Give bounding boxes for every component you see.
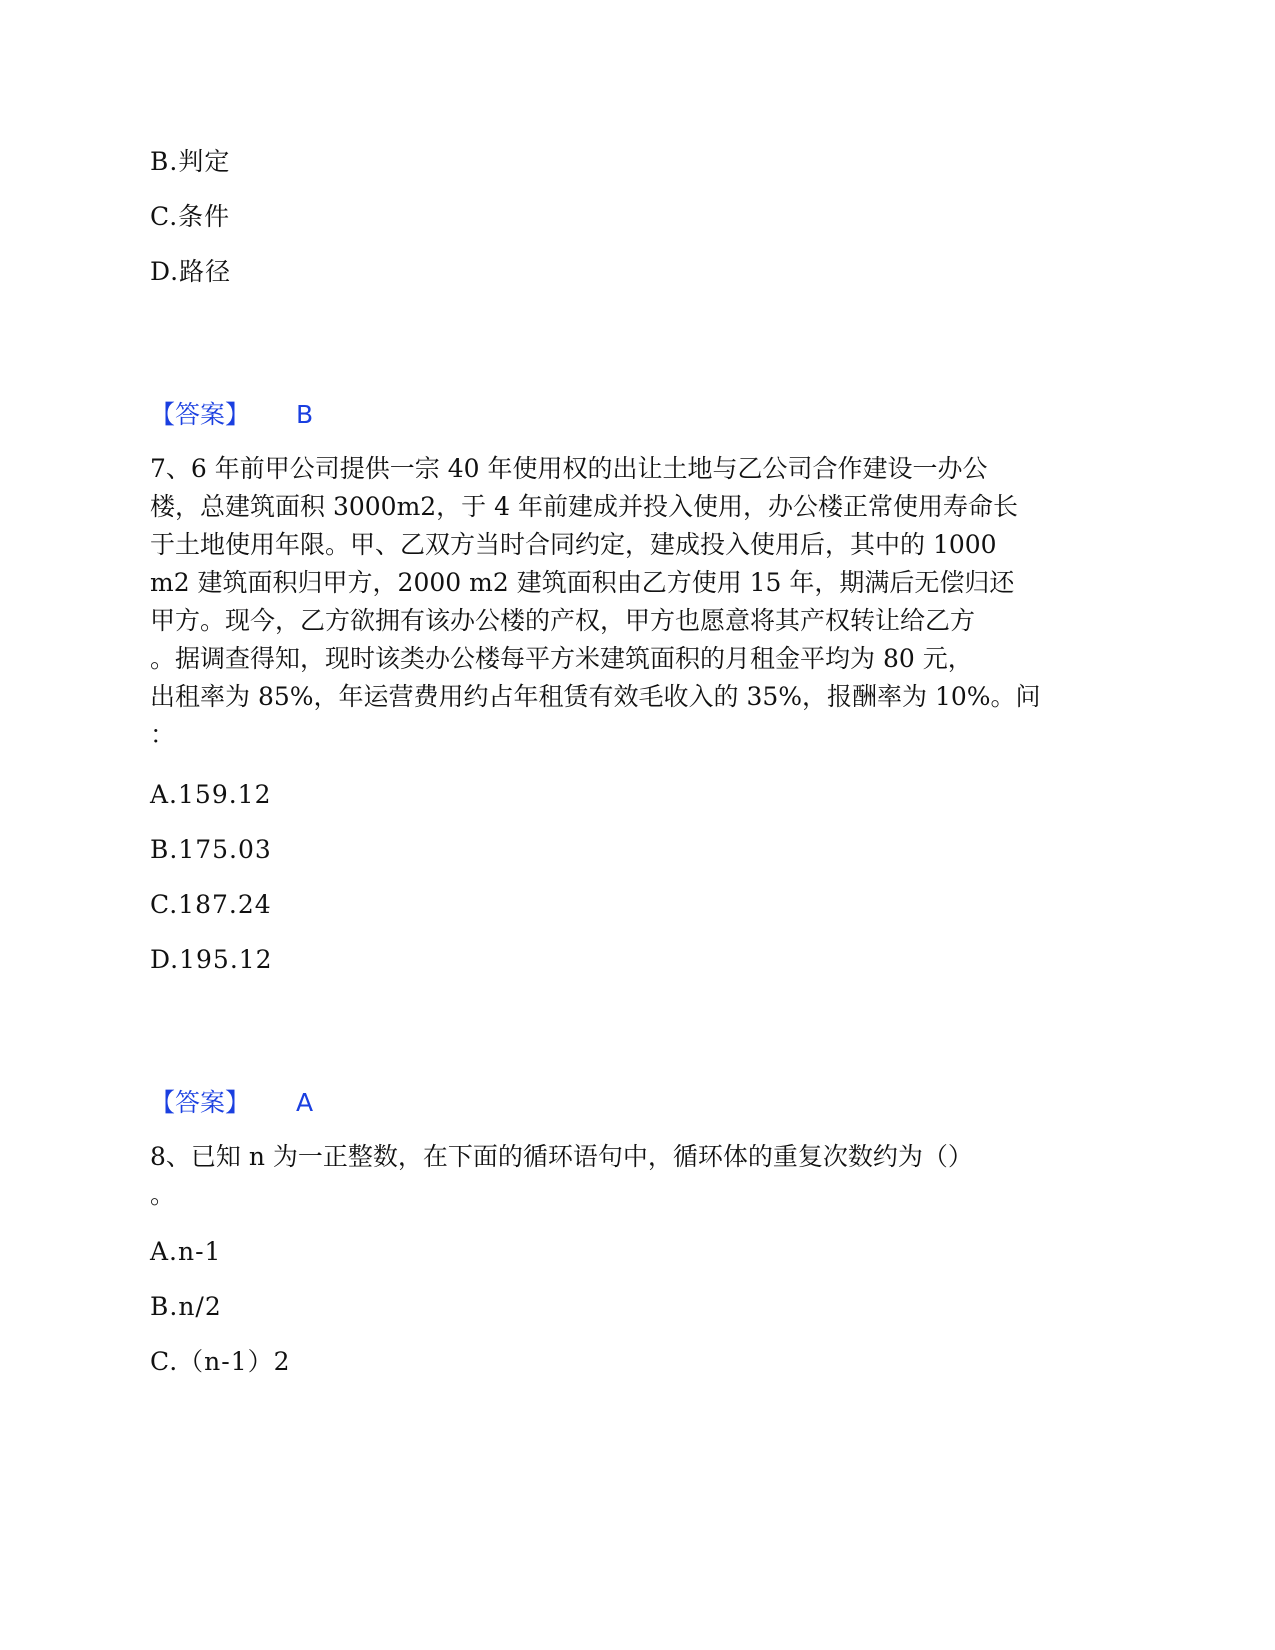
q8-line: 8、已知 n 为一正整数，在下面的循环语句中，循环体的重复次数约为（） xyxy=(150,1142,973,1171)
q8-question xyxy=(150,1138,1140,1214)
q8-option-b: B.n/2 xyxy=(150,1292,222,1321)
answer-label: 【答案】 xyxy=(150,400,251,429)
answer-value: B xyxy=(296,400,314,429)
q7-option-a: A.159.12 xyxy=(150,780,272,809)
q6-answer xyxy=(150,400,313,430)
answer-label: 【答案】 xyxy=(150,1088,251,1117)
q8-line: 。 xyxy=(150,1180,176,1209)
q7-line: m2 建筑面积归甲方，2000 m2 建筑面积由乙方使用 15 年，期满后无偿归还 xyxy=(150,568,1015,597)
q7-option-d: D.195.12 xyxy=(150,945,273,974)
q7-line: 出租率为 85%，年运营费用约占年租赁有效毛收入的 35%，报酬率为 10%。问 xyxy=(150,682,1041,711)
answer-value: A xyxy=(296,1088,314,1117)
q6-option-c: C.条件 xyxy=(150,202,231,231)
q7-line: 甲方。现今，乙方欲拥有该办公楼的产权，甲方也愿意将其产权转让给乙方 xyxy=(150,606,976,635)
q7-option-b: B.175.03 xyxy=(150,835,272,864)
q6-option-b: B.判定 xyxy=(150,147,231,176)
q7-line: 楼，总建筑面积 3000m2，于 4 年前建成并投入使用，办公楼正常使用寿命长 xyxy=(150,492,1018,521)
q7-line: 于土地使用年限。甲、乙双方当时合同约定，建成投入使用后，其中的 1000 xyxy=(150,530,997,559)
q7-line: 。据调查得知，现时该类办公楼每平方米建筑面积的月租金平均为 80 元， xyxy=(150,644,973,673)
q7-question xyxy=(150,450,1140,754)
q8-option-c: C.（n-1）2 xyxy=(150,1347,291,1376)
q7-line: ： xyxy=(150,720,176,749)
q6-option-d: D.路径 xyxy=(150,257,232,286)
q7-option-c: C.187.24 xyxy=(150,890,272,919)
q8-option-a: A.n-1 xyxy=(150,1237,222,1266)
q7-line: 7、6 年前甲公司提供一宗 40 年使用权的出让土地与乙公司合作建设一办公 xyxy=(150,454,988,483)
q7-answer xyxy=(150,1088,313,1118)
